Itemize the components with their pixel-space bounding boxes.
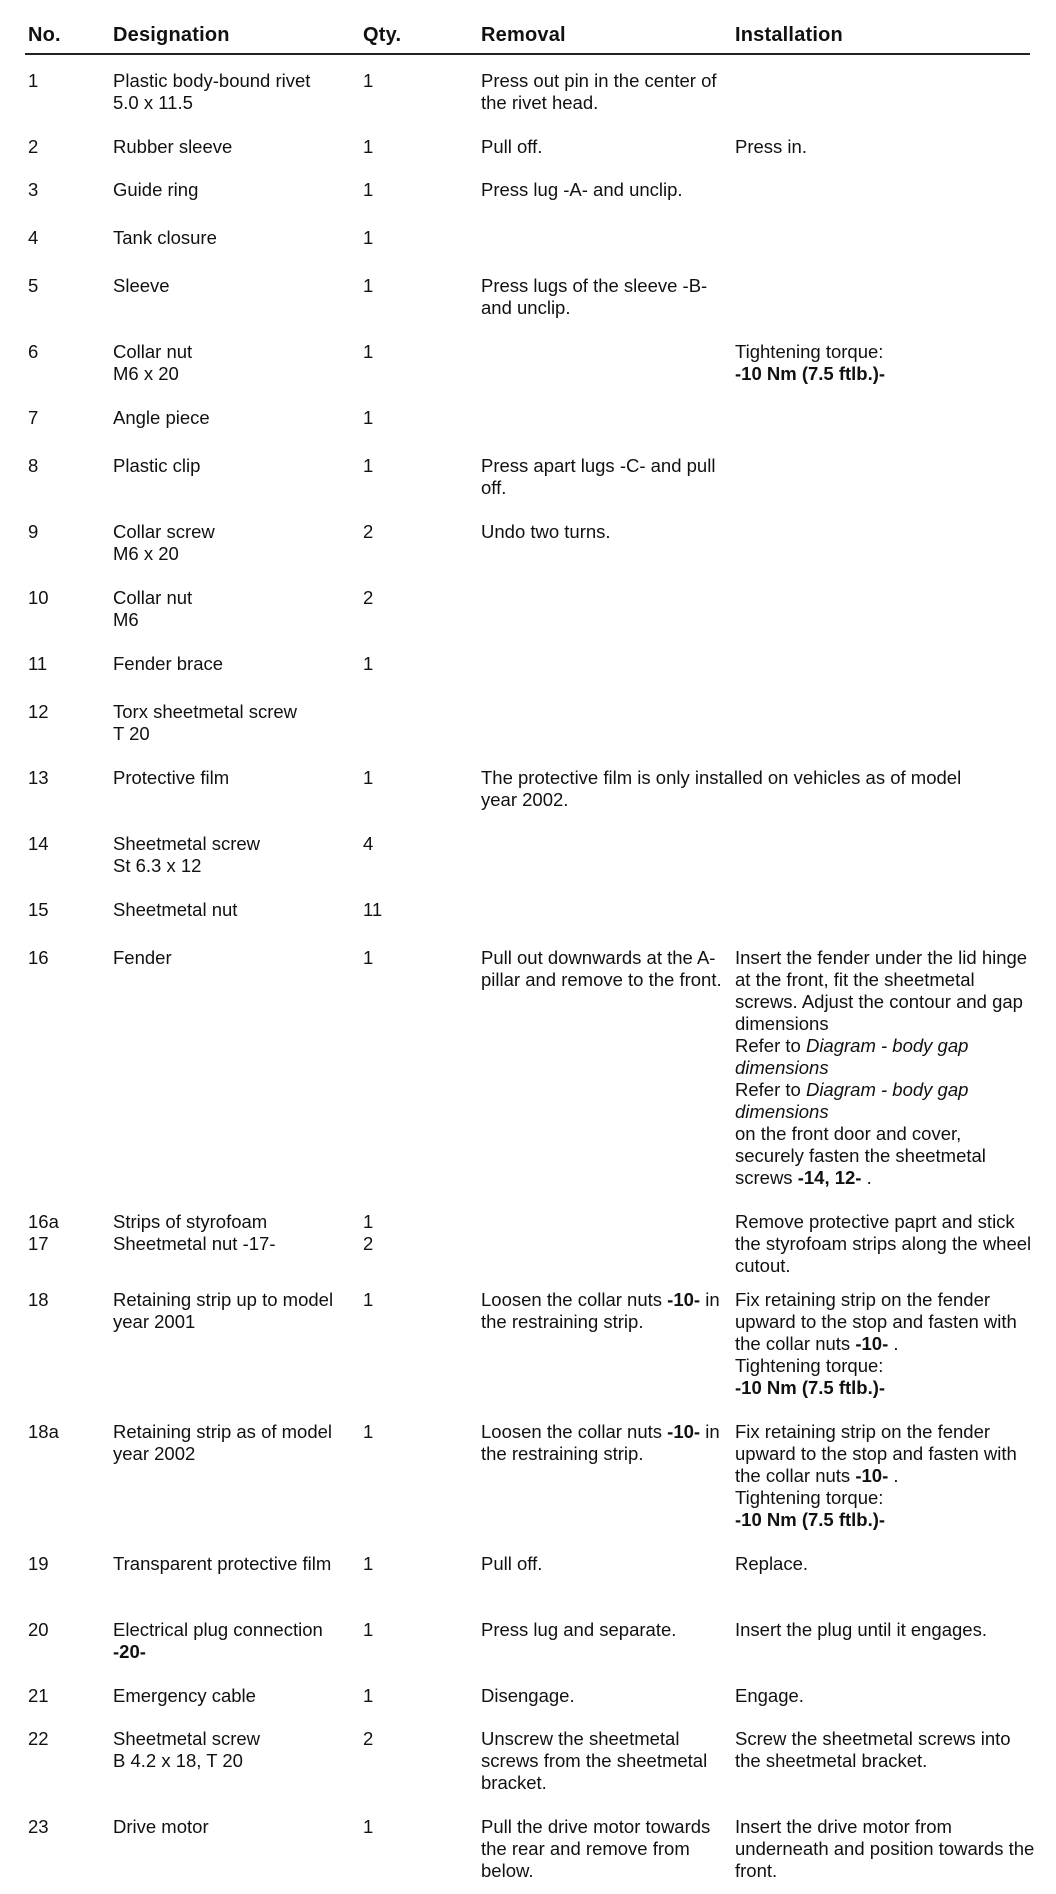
item-number: 23	[28, 1816, 49, 1837]
item-qty: 4	[363, 833, 374, 854]
item-removal: Press apart lugs -C- and pull off.	[481, 455, 716, 498]
item-qty: 1	[363, 136, 374, 157]
item-designation: Collar screw M6 x 20	[113, 521, 215, 564]
item-qty: 1	[363, 1211, 374, 1232]
item-designation: Retaining strip as of model year 2002	[113, 1421, 333, 1464]
item-qty: 1	[363, 1421, 374, 1442]
table-header	[0, 0, 1056, 56]
item-qty: 1	[363, 227, 374, 248]
item-designation: Tank closure	[113, 227, 217, 248]
item-installation: Tightening torque: -10 Nm (7.5 ftlb.)-	[735, 341, 886, 384]
item-number: 8	[28, 455, 39, 476]
item-number: 4	[28, 227, 39, 248]
item-qty: 1	[363, 1619, 374, 1640]
item-number: 14	[28, 833, 49, 854]
item-designation: Protective film	[113, 767, 230, 788]
item-designation: Sheetmetal screw St 6.3 x 12	[113, 833, 261, 876]
item-qty: 1	[363, 653, 374, 674]
item-installation: Insert the plug until it engages.	[735, 1619, 987, 1640]
item-number: 11	[28, 653, 48, 674]
item-installation: Screw the sheetmetal screws into the sheetmetal bracket.	[735, 1728, 1011, 1771]
item-qty: 2	[363, 521, 374, 542]
item-designation: Rubber sleeve	[113, 136, 233, 157]
item-number: 16	[28, 947, 49, 968]
header-qty: Qty.	[363, 24, 402, 46]
item-number: 1	[28, 70, 39, 91]
item-qty: 1	[363, 1553, 374, 1574]
item-designation: Retaining strip up to model year 2001	[113, 1289, 334, 1332]
item-designation: Electrical plug connection -20-	[113, 1619, 323, 1662]
item-removal: Press lug and separate.	[481, 1619, 677, 1640]
item-qty: 1	[363, 70, 374, 91]
item-removal: Pull the drive motor towards the rear and remove from below.	[481, 1816, 711, 1881]
item-installation: Press in.	[735, 136, 807, 157]
item-removal: The protective film is only installed on vehicles as of model year 2002.	[481, 767, 962, 810]
item-designation: Sheetmetal nut -17-	[113, 1233, 276, 1254]
item-designation: Angle piece	[113, 407, 210, 428]
item-designation: Guide ring	[113, 179, 199, 200]
item-designation: Sheetmetal screw B 4.2 x 18, T 20	[113, 1728, 261, 1771]
item-number: 10	[28, 587, 49, 608]
item-qty: 1	[363, 455, 374, 476]
item-number: 9	[28, 521, 39, 542]
item-qty: 1	[363, 1816, 374, 1837]
item-qty: 1	[363, 767, 374, 788]
item-removal: Loosen the collar nuts -10- in the restraining strip.	[481, 1421, 720, 1464]
item-number: 6	[28, 341, 39, 362]
item-removal: Loosen the collar nuts -10- in the restraining strip.	[481, 1289, 720, 1332]
header-no: No.	[28, 24, 61, 46]
item-qty: 1	[363, 275, 374, 296]
item-number: 16a	[28, 1211, 59, 1232]
item-designation: Emergency cable	[113, 1685, 256, 1706]
header-removal: Removal	[481, 24, 566, 46]
header-divider	[25, 53, 1030, 55]
item-installation: Insert the fender under the lid hinge at the front, fit the sheetmetal screws. Adjust the contour and gap dimensions Refer to Diagram - body gap dimensions Refer to Diagram - body gap dimensions on the front door and cover, securely fasten the sheetmetal screws -14, 12- .	[735, 947, 1028, 1188]
item-qty: 1	[363, 1685, 374, 1706]
item-number: 18	[28, 1289, 49, 1310]
item-removal: Pull out downwards at the A-pillar and remove to the front.	[481, 947, 722, 990]
item-qty: 2	[363, 1233, 374, 1254]
item-designation: Sleeve	[113, 275, 170, 296]
item-removal: Pull off.	[481, 136, 543, 157]
item-designation: Torx sheetmetal screw T 20	[113, 701, 298, 744]
item-designation: Strips of styrofoam	[113, 1211, 268, 1232]
item-designation: Transparent protective film	[113, 1553, 332, 1574]
item-installation: Insert the drive motor from underneath and position towards the front.	[735, 1816, 1035, 1881]
item-qty: 2	[363, 587, 374, 608]
item-number: 12	[28, 701, 49, 722]
item-number: 18a	[28, 1421, 59, 1442]
header-designation: Designation	[113, 24, 230, 46]
item-designation: Sheetmetal nut	[113, 899, 238, 920]
item-qty: 1	[363, 1289, 374, 1310]
item-number: 7	[28, 407, 39, 428]
item-designation: Fender	[113, 947, 172, 968]
item-removal: Undo two turns.	[481, 521, 611, 542]
item-removal: Disengage.	[481, 1685, 575, 1706]
item-number: 19	[28, 1553, 49, 1574]
item-installation: Replace.	[735, 1553, 809, 1574]
item-qty: 1	[363, 947, 374, 968]
item-designation: Plastic clip	[113, 455, 201, 476]
item-removal: Press out pin in the center of the rivet head.	[481, 70, 717, 113]
item-qty: 11	[363, 899, 383, 920]
item-qty: 1	[363, 341, 374, 362]
diagram-reference-link: Diagram - body gap dimensions	[735, 1035, 969, 1078]
item-installation: Fix retaining strip on the fender upward to the stop and fasten with the collar nuts -10- . Tightening torque: -10 Nm (7.5 ftlb.)-	[735, 1421, 1017, 1530]
item-number: 22	[28, 1728, 49, 1749]
item-removal: Press lug -A- and unclip.	[481, 179, 683, 200]
item-number: 20	[28, 1619, 49, 1640]
diagram-reference-link: Diagram - body gap dimensions	[735, 1079, 969, 1122]
item-designation: Collar nut M6	[113, 587, 193, 630]
item-qty: 1	[363, 179, 374, 200]
item-number: 15	[28, 899, 49, 920]
item-removal: Pull off.	[481, 1553, 543, 1574]
item-number: 21	[28, 1685, 49, 1706]
item-installation: Fix retaining strip on the fender upward to the stop and fasten with the collar nuts -10- . Tightening torque: -10 Nm (7.5 ftlb.)-	[735, 1289, 1017, 1398]
item-removal: Unscrew the sheetmetal screws from the sheetmetal bracket.	[481, 1728, 708, 1793]
item-number: 17	[28, 1233, 49, 1254]
item-number: 13	[28, 767, 49, 788]
item-designation: Drive motor	[113, 1816, 209, 1837]
item-qty: 1	[363, 407, 374, 428]
item-designation: Plastic body-bound rivet 5.0 x 11.5	[113, 70, 311, 113]
header-installation: Installation	[735, 24, 843, 46]
item-removal: Press lugs of the sleeve -B- and unclip.	[481, 275, 708, 318]
item-qty: 2	[363, 1728, 374, 1749]
item-designation: Fender brace	[113, 653, 224, 674]
item-number: 3	[28, 179, 39, 200]
item-number: 5	[28, 275, 39, 296]
item-installation: Remove protective paprt and stick the styrofoam strips along the wheel cutout.	[735, 1211, 1032, 1276]
item-designation: Collar nut M6 x 20	[113, 341, 193, 384]
item-number: 2	[28, 136, 39, 157]
item-installation: Engage.	[735, 1685, 804, 1706]
